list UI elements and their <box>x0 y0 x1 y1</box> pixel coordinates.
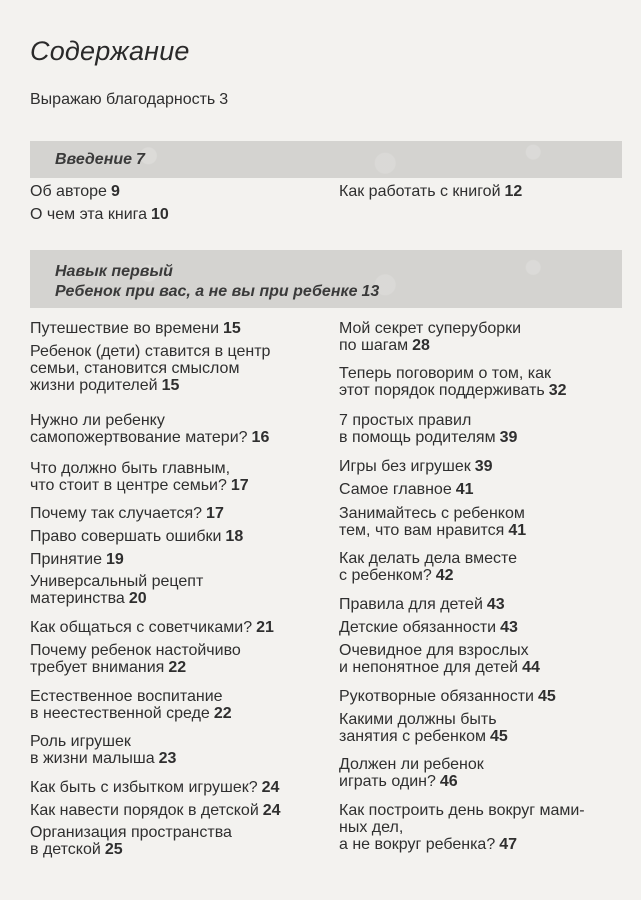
toc-entry-line <box>339 728 508 745</box>
toc-entry-label: Очевидное для взрослых <box>339 642 529 659</box>
toc-entry-line <box>339 819 585 836</box>
toc-entry-page: 3 <box>219 91 229 108</box>
toc-entry <box>30 183 120 200</box>
toc-entry <box>339 688 556 705</box>
toc-entry-page: 15 <box>161 377 180 394</box>
toc-entry-line <box>30 505 224 522</box>
toc-entry-label: Ребенок (дети) ставится в центр <box>30 343 271 360</box>
toc-entry-page: 18 <box>225 528 244 545</box>
toc-entry-page: 39 <box>474 458 493 475</box>
toc-entry-line <box>30 841 232 858</box>
toc-entry-label: в помощь родителям <box>339 429 496 446</box>
toc-entry-page: 22 <box>213 705 232 722</box>
section-title-introduction <box>55 150 145 170</box>
toc-entry-label: Организация пространства <box>30 824 232 841</box>
section-title-label: Введение <box>55 151 133 168</box>
toc-entry-label: Путешествие во времени <box>30 320 220 337</box>
toc-entry-line <box>30 551 124 568</box>
toc-entry-page: 47 <box>499 836 518 853</box>
toc-entry-line <box>339 337 521 354</box>
toc-entry-line <box>339 550 517 567</box>
toc-entry-line <box>30 688 232 705</box>
toc-entry-line <box>30 802 281 819</box>
toc-entry-label: Должен ли ребенок <box>339 756 484 773</box>
toc-entry-label: О чем эта книга <box>30 206 148 223</box>
toc-entry-line <box>339 412 517 429</box>
toc-entry-label: Теперь поговорим о том, как <box>339 365 551 382</box>
toc-entry-line <box>30 343 270 360</box>
toc-entry-line <box>30 429 269 446</box>
toc-entry-line <box>339 522 526 539</box>
toc-entry <box>339 481 474 498</box>
toc-entry-line <box>30 477 249 494</box>
toc-entry-line <box>30 460 249 477</box>
toc-entry-page: 21 <box>256 619 274 636</box>
toc-entry-label: Как общаться с советчиками? <box>30 619 253 636</box>
toc-entry-acknowledgements <box>30 91 228 108</box>
toc-entry-page: 12 <box>504 183 523 200</box>
toc-entry-page: 15 <box>223 320 241 337</box>
toc-entry-line <box>339 183 522 200</box>
toc-entry-line <box>339 382 567 399</box>
toc-entry-label: с ребенком? <box>339 567 432 584</box>
toc-entry-label: Как работать с книгой <box>339 183 501 200</box>
toc-entry-page: 39 <box>499 429 518 446</box>
toc-entry-label: 7 простых правил <box>339 412 472 429</box>
toc-entry-label: и непонятное для детей <box>339 659 519 676</box>
toc-entry-label: Детские обязанности <box>339 619 497 636</box>
toc-entry-label: Как быть с избытком игрушек? <box>30 779 258 796</box>
section-title-line1: Навык первый <box>55 263 173 280</box>
toc-entry <box>339 458 493 475</box>
toc-entry-line <box>30 750 176 767</box>
toc-entry-label: в неестественной среде <box>30 705 210 722</box>
toc-entry <box>339 596 505 613</box>
toc-entry <box>339 320 521 354</box>
toc-entry-page: 19 <box>106 551 124 568</box>
section-title-line2: Ребенок при вас, а не вы при ребенке <box>55 283 358 300</box>
section-title-page: 7 <box>136 151 145 168</box>
toc-entry-label: Право совершать ошибки <box>30 528 222 545</box>
toc-entry-page: 41 <box>508 522 527 539</box>
toc-entry-line <box>339 659 540 676</box>
toc-entry-line <box>30 779 279 796</box>
toc-entry-label: в жизни малыша <box>30 750 155 767</box>
toc-entry-page: 45 <box>489 728 508 745</box>
toc-entry-label: по шагам <box>339 337 409 354</box>
toc-entry-label: Как построить день вокруг мами- <box>339 802 585 819</box>
toc-entry <box>30 320 241 337</box>
toc-entry-page: 42 <box>435 567 454 584</box>
toc-entry-label: Нужно ли ребенку <box>30 412 165 429</box>
toc-entry-label: Почему так случается? <box>30 505 203 522</box>
toc-entry-label: ных дел, <box>339 819 404 836</box>
toc-entry <box>339 183 522 200</box>
toc-entry-page: 16 <box>251 429 270 446</box>
toc-entry-line <box>339 756 484 773</box>
toc-entry-line <box>339 711 508 728</box>
toc-entry-line <box>339 429 517 446</box>
toc-entry-label: играть один? <box>339 773 436 790</box>
toc-entry <box>30 206 169 223</box>
toc-entry-label: Игры без игрушек <box>339 458 471 475</box>
toc-entry-line <box>30 705 232 722</box>
toc-entry-page: 32 <box>548 382 567 399</box>
toc-entry-line <box>339 642 540 659</box>
toc-entry-line <box>339 802 585 819</box>
toc-entry-page: 10 <box>151 206 169 223</box>
toc-entry-line <box>339 773 484 790</box>
toc-entry-label: Что должно быть главным, <box>30 460 231 477</box>
toc-entry <box>30 824 232 858</box>
toc-entry-line <box>339 836 585 853</box>
toc-entry <box>30 573 203 607</box>
toc-entry-page: 44 <box>522 659 540 676</box>
toc-entry-line <box>339 619 518 636</box>
toc-entry-label: Как навести порядок в детской <box>30 802 259 819</box>
toc-entry-line <box>30 659 241 676</box>
toc-entry-page: 41 <box>455 481 474 498</box>
toc-entry-line <box>30 183 120 200</box>
toc-entry <box>30 412 269 446</box>
toc-entry-label: Как делать дела вместе <box>339 550 518 567</box>
toc-entry <box>30 528 243 545</box>
toc-entry-label: Правила для детей <box>339 596 483 613</box>
toc-entry <box>339 756 484 790</box>
toc-entry-line <box>339 481 474 498</box>
toc-entry-label: самопожертвование матери? <box>30 429 248 446</box>
toc-entry-label: тем, что вам нравится <box>339 522 505 539</box>
toc-entry-page: 22 <box>168 659 187 676</box>
toc-entry-label: Рукотворные обязанности <box>339 688 534 705</box>
toc-entry-label: Роль игрушек <box>30 733 131 750</box>
toc-entry-label: Универсальный рецепт <box>30 573 204 590</box>
toc-entry-label: в детской <box>30 841 101 858</box>
toc-entry-line <box>339 567 517 584</box>
toc-entry-page: 9 <box>110 183 120 200</box>
toc-entry-label: Естественное воспитание <box>30 688 223 705</box>
toc-entry-label: Занимайтесь с ребенком <box>339 505 525 522</box>
toc-entry-line <box>339 320 521 337</box>
toc-entry-page: 24 <box>262 802 281 819</box>
toc-entry-line <box>339 688 556 705</box>
toc-entry-label: этот порядок поддерживать <box>339 382 545 399</box>
toc-entry-line <box>339 365 567 382</box>
toc-entry-line <box>30 360 270 377</box>
toc-entry <box>30 343 270 394</box>
toc-entry-line <box>30 206 169 223</box>
section-title-skill-one <box>55 262 379 302</box>
toc-entry <box>339 365 567 399</box>
toc-entry-line <box>30 320 241 337</box>
toc-entry-label: Почему ребенок настойчиво <box>30 642 241 659</box>
toc-entry-line <box>30 590 203 607</box>
toc-entry-page: 28 <box>412 337 430 354</box>
toc-entry-line <box>30 733 176 750</box>
toc-entry <box>30 619 274 636</box>
toc-entry-line <box>339 458 493 475</box>
toc-entry-page: 20 <box>128 590 147 607</box>
toc-entry <box>30 802 281 819</box>
toc-entry <box>339 550 517 584</box>
toc-entry-line <box>30 824 232 841</box>
toc-entry-label: Выражаю благодарность <box>30 91 216 108</box>
toc-entry <box>30 779 279 796</box>
toc-entry-label: Об авторе <box>30 183 107 200</box>
toc-entry-label: требует внимания <box>30 659 165 676</box>
toc-entry <box>30 505 224 522</box>
toc-entry-label: а не вокруг ребенка? <box>339 836 496 853</box>
toc-entry-page: 17 <box>230 477 249 494</box>
toc-entry-page: 46 <box>439 773 458 790</box>
toc-entry <box>30 551 124 568</box>
toc-entry <box>30 460 249 494</box>
toc-entry-label: Какими должны быть <box>339 711 497 728</box>
toc-entry-line <box>30 412 269 429</box>
toc-entry-page: 25 <box>104 841 123 858</box>
toc-entry-page: 43 <box>500 619 518 636</box>
toc-entry-label: семьи, становится смыслом <box>30 360 240 377</box>
toc-entry-line <box>30 619 274 636</box>
toc-entry-page: 24 <box>261 779 280 796</box>
toc-entry <box>339 505 526 539</box>
toc-entry-label: Самое главное <box>339 481 452 498</box>
toc-entry-page: 45 <box>537 688 556 705</box>
toc-entry <box>339 802 585 853</box>
toc-entry-line <box>30 642 241 659</box>
toc-entry-line <box>30 573 203 590</box>
toc-entry-page: 17 <box>206 505 224 522</box>
toc-entry <box>339 642 540 676</box>
toc-entry <box>339 711 508 745</box>
toc-entry-label: жизни родителей <box>30 377 158 394</box>
toc-entry-label: материнства <box>30 590 125 607</box>
toc-entry-label: что стоит в центре семьи? <box>30 477 227 494</box>
section-title-page: 13 <box>361 283 380 300</box>
toc-entry-line <box>30 377 270 394</box>
toc-entry-label: Принятие <box>30 551 102 568</box>
toc-entry-label: занятия с ребенком <box>339 728 486 745</box>
toc-entry-page: 23 <box>158 750 177 767</box>
toc-entry <box>339 619 518 636</box>
toc-entry <box>30 688 232 722</box>
toc-entry-page: 43 <box>486 596 505 613</box>
toc-entry-label: Мой секрет суперуборки <box>339 320 522 337</box>
toc-entry-line <box>339 596 505 613</box>
page-title: Содержание <box>30 36 190 66</box>
toc-entry-line <box>339 505 526 522</box>
toc-entry <box>339 412 517 446</box>
toc-entry-line <box>30 528 243 545</box>
toc-entry <box>30 642 241 676</box>
toc-entry <box>30 733 176 767</box>
